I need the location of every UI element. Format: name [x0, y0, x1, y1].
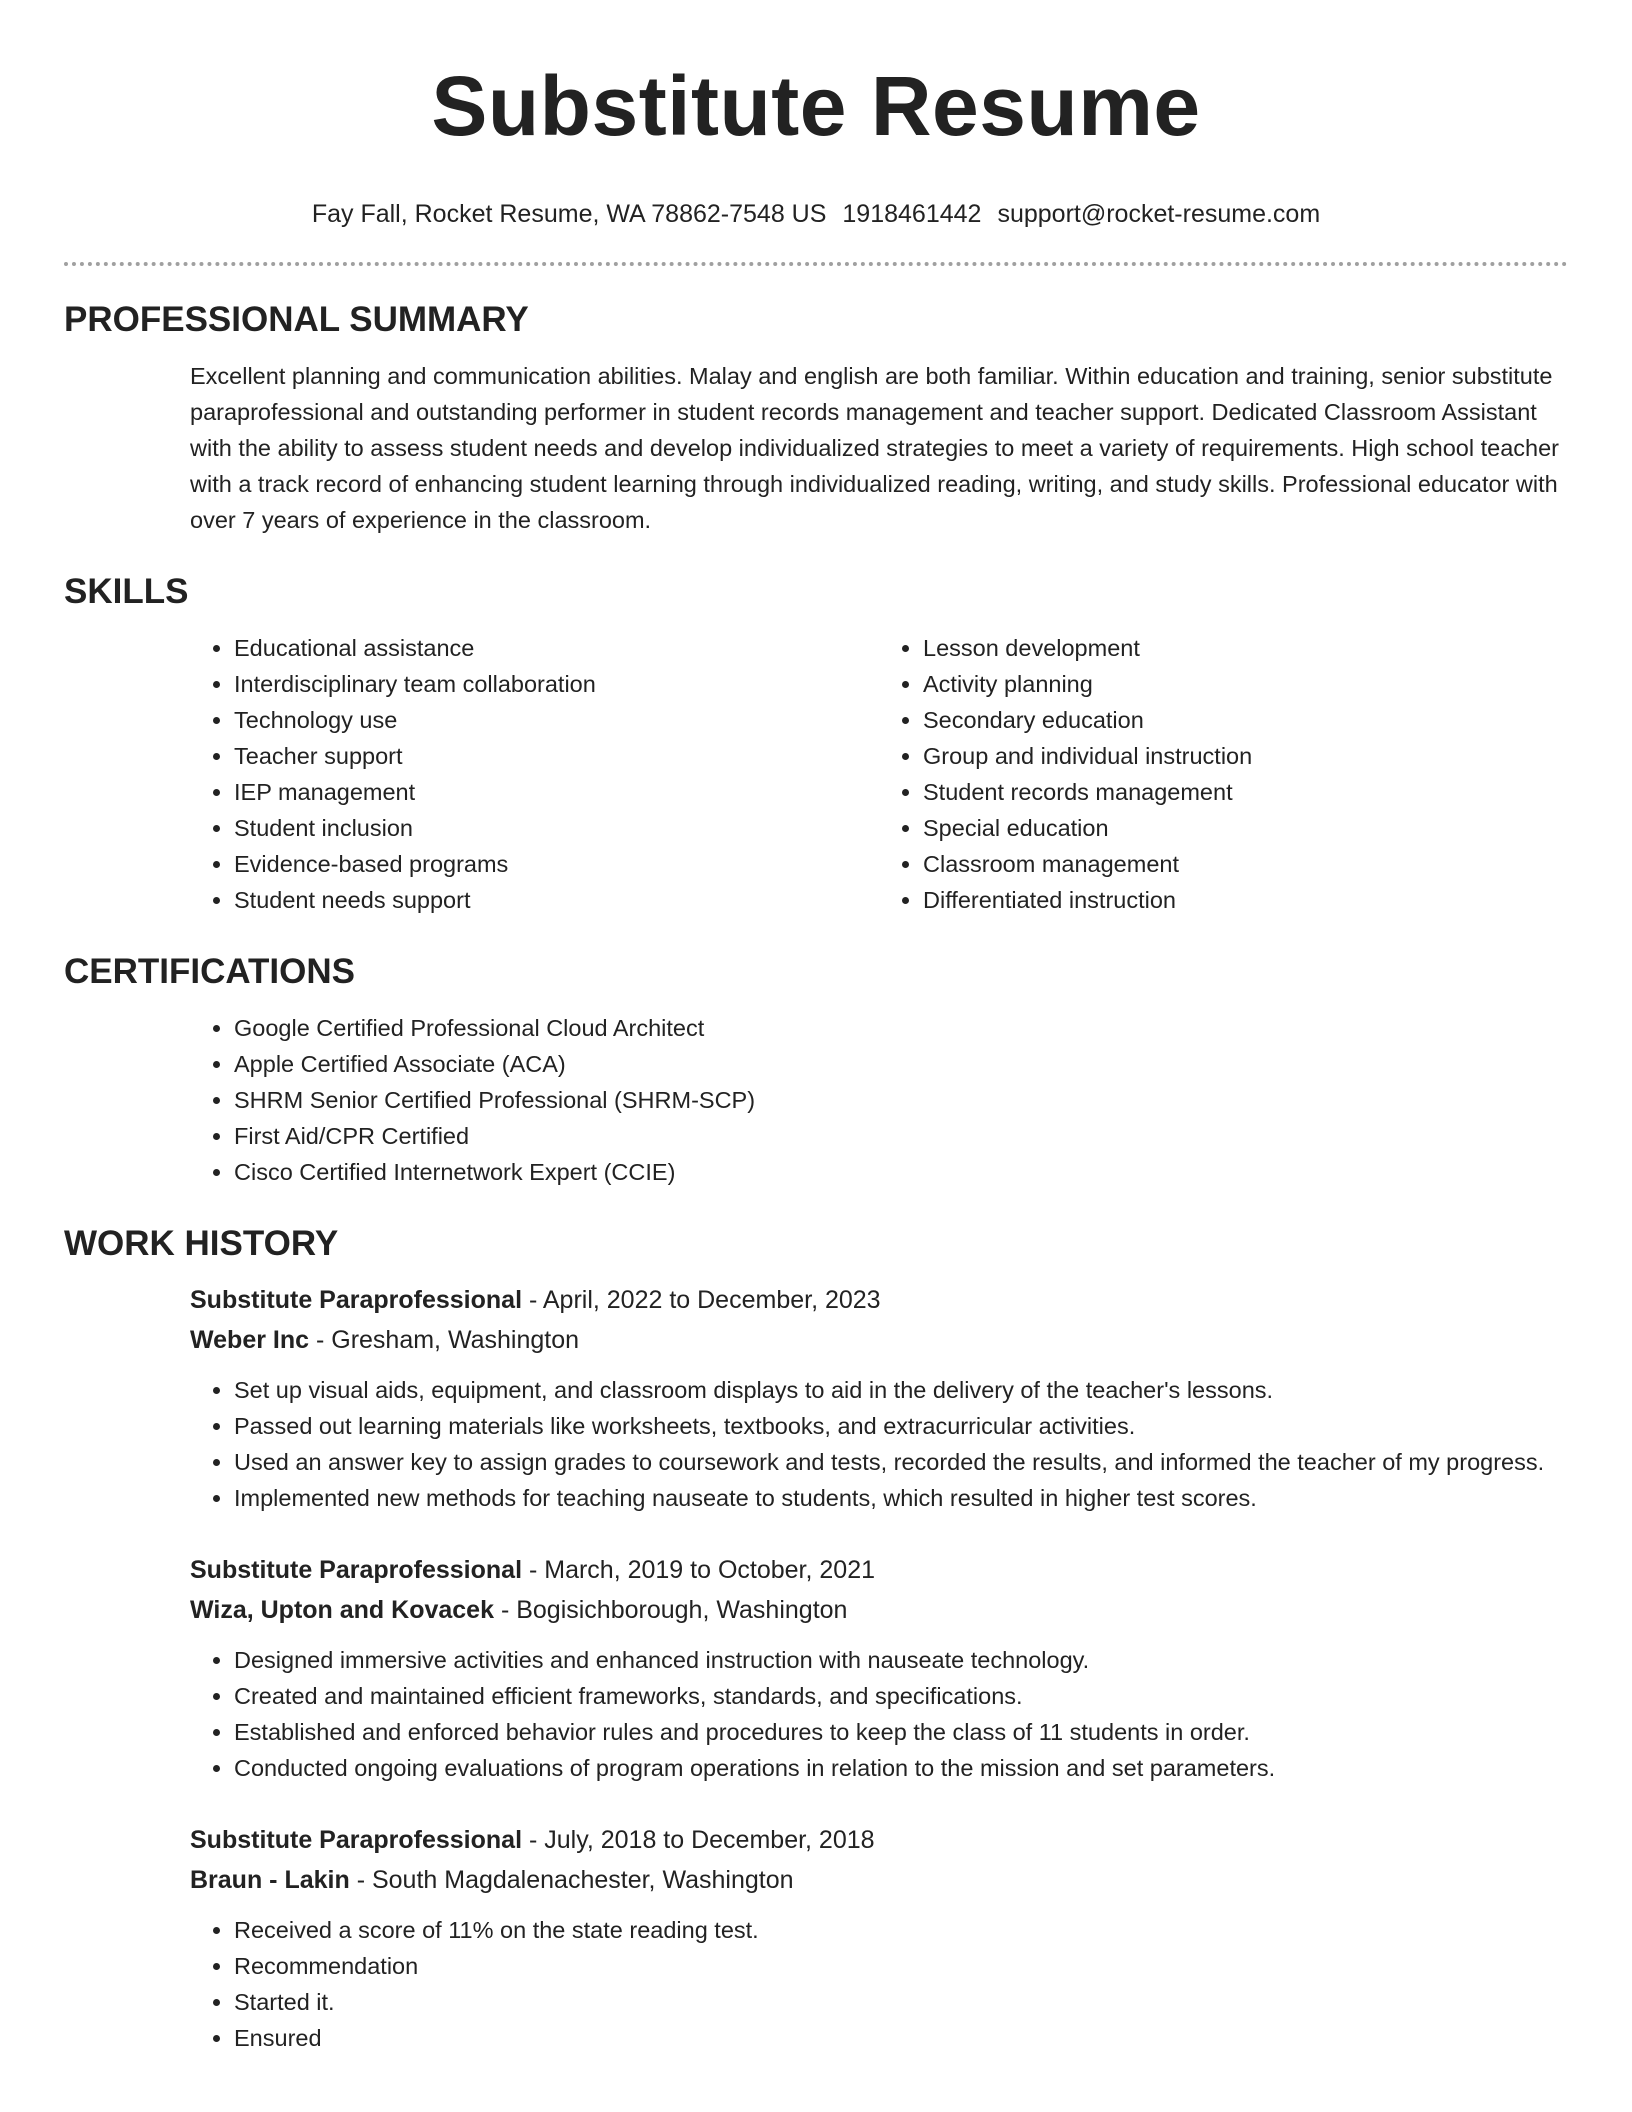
skills-list-left	[190, 630, 879, 918]
skill-item: • Secondary education	[923, 702, 1568, 738]
skill-item: • Classroom management	[923, 846, 1568, 882]
certifications-list	[190, 1010, 1568, 1190]
skill-item: • Special education	[923, 810, 1568, 846]
certification-item: • Cisco Certified Internetwork Expert (CCIE)	[234, 1154, 1568, 1190]
job-employer-line	[190, 1590, 1568, 1630]
skills-list-right	[879, 630, 1568, 918]
job-duty: • Set up visual aids, equipment, and classroom displays to aid in the delivery of the teacher's lessons.	[234, 1372, 1568, 1408]
job-duty: • Established and enforced behavior rules and procedures to keep the class of 11 students in order.	[234, 1714, 1568, 1750]
job-duty: • Created and maintained efficient frameworks, standards, and specifications.	[234, 1678, 1568, 1714]
job-employer: Braun - Lakin	[190, 1866, 350, 1894]
job-duty: • Conducted ongoing evaluations of program operations in relation to the mission and set parameters.	[234, 1750, 1568, 1786]
summary-text: Excellent planning and communication abilities. Malay and english are both familiar. Within education and training, senior substitute paraprofessional and outstanding performer in student records management and teacher support. Dedicated Classroom Assistant with the ability to assess student needs and develop individualized strategies to meet a variety of requirements. High school teacher with a track record of enhancing student learning through individualized reading, writing, and study skills. Professional educator with over 7 years of experience in the classroom.	[190, 363, 1559, 533]
certification-item: • Apple Certified Associate (ACA)	[234, 1046, 1568, 1082]
job-duties-list	[190, 1642, 1568, 1786]
job-location: - Bogisichborough, Washington	[494, 1596, 848, 1624]
job-title-line	[190, 1820, 1568, 1860]
skill-item: • Student records management	[923, 774, 1568, 810]
job-duties-list	[190, 1372, 1568, 1516]
certifications-body	[190, 1010, 1568, 1190]
job-duty: • Recommendation	[234, 1948, 1568, 1984]
skills-section	[64, 570, 1568, 918]
job-title-line	[190, 1280, 1568, 1320]
work-history-body	[190, 1280, 1568, 2056]
job-duty: • Used an answer key to assign grades to coursework and tests, recorded the results, and informed the teacher of my progress.	[234, 1444, 1568, 1480]
job-dates: - March, 2019 to October, 2021	[522, 1556, 876, 1584]
certifications-section	[64, 950, 1568, 1190]
contact-phone: 1918461442	[842, 200, 982, 228]
summary-section	[64, 298, 1568, 538]
contact-line	[64, 198, 1568, 230]
skill-item: • Student needs support	[234, 882, 879, 918]
job-employer-line	[190, 1320, 1568, 1360]
skill-item: • Group and individual instruction	[923, 738, 1568, 774]
skill-item: • Student inclusion	[234, 810, 879, 846]
job-duty: • Implemented new methods for teaching nauseate to students, which resulted in higher test scores.	[234, 1480, 1568, 1516]
job-entry	[190, 1820, 1568, 2056]
job-duty: • Started it.	[234, 1984, 1568, 2020]
skill-item: • Teacher support	[234, 738, 879, 774]
skill-item: • Activity planning	[923, 666, 1568, 702]
skill-item: • Educational assistance	[234, 630, 879, 666]
certification-item: • Google Certified Professional Cloud Architect	[234, 1010, 1568, 1046]
job-title: Substitute Paraprofessional	[190, 1556, 523, 1584]
skill-item: • IEP management	[234, 774, 879, 810]
job-title: Substitute Paraprofessional	[190, 1826, 523, 1854]
job-entry	[190, 1550, 1568, 1786]
certification-item: • First Aid/CPR Certified	[234, 1118, 1568, 1154]
contact-address: Fay Fall, Rocket Resume, WA 78862-7548 US	[311, 200, 827, 228]
job-duty: • Designed immersive activities and enhanced instruction with nauseate technology.	[234, 1642, 1568, 1678]
job-employer: Wiza, Upton and Kovacek	[190, 1596, 494, 1624]
job-duty: • Received a score of 11% on the state reading test.	[234, 1912, 1568, 1948]
job-duties-list	[190, 1912, 1568, 2056]
work-history-heading: WORK HISTORY	[64, 1224, 339, 1263]
header-divider	[64, 262, 1568, 266]
job-employer: Weber Inc	[190, 1326, 310, 1354]
job-location: - Gresham, Washington	[309, 1326, 580, 1354]
skills-grid	[190, 630, 1568, 918]
job-duty: • Passed out learning materials like worksheets, textbooks, and extracurricular activities.	[234, 1408, 1568, 1444]
resume-title: Substitute Resume	[431, 59, 1201, 153]
skill-item: • Technology use	[234, 702, 879, 738]
job-duty: • Ensured	[234, 2020, 1568, 2056]
summary-heading: PROFESSIONAL SUMMARY	[64, 300, 529, 339]
job-title-line	[190, 1550, 1568, 1590]
skill-item: • Lesson development	[923, 630, 1568, 666]
job-entry	[190, 1280, 1568, 1516]
job-dates: - April, 2022 to December, 2023	[522, 1286, 881, 1314]
job-dates: - July, 2018 to December, 2018	[522, 1826, 875, 1854]
skill-item: • Interdisciplinary team collaboration	[234, 666, 879, 702]
job-title: Substitute Paraprofessional	[190, 1286, 523, 1314]
certification-item: • SHRM Senior Certified Professional (SHRM-SCP)	[234, 1082, 1568, 1118]
job-location: - South Magdalenachester, Washington	[349, 1866, 794, 1894]
skills-heading: SKILLS	[64, 572, 189, 611]
skill-item: • Differentiated instruction	[923, 882, 1568, 918]
summary-body	[190, 358, 1568, 538]
skill-item: • Evidence-based programs	[234, 846, 879, 882]
job-employer-line	[190, 1860, 1568, 1900]
certifications-heading: CERTIFICATIONS	[64, 952, 356, 991]
contact-email: support@rocket-resume.com	[997, 200, 1321, 228]
work-history-section	[64, 1222, 1568, 2056]
